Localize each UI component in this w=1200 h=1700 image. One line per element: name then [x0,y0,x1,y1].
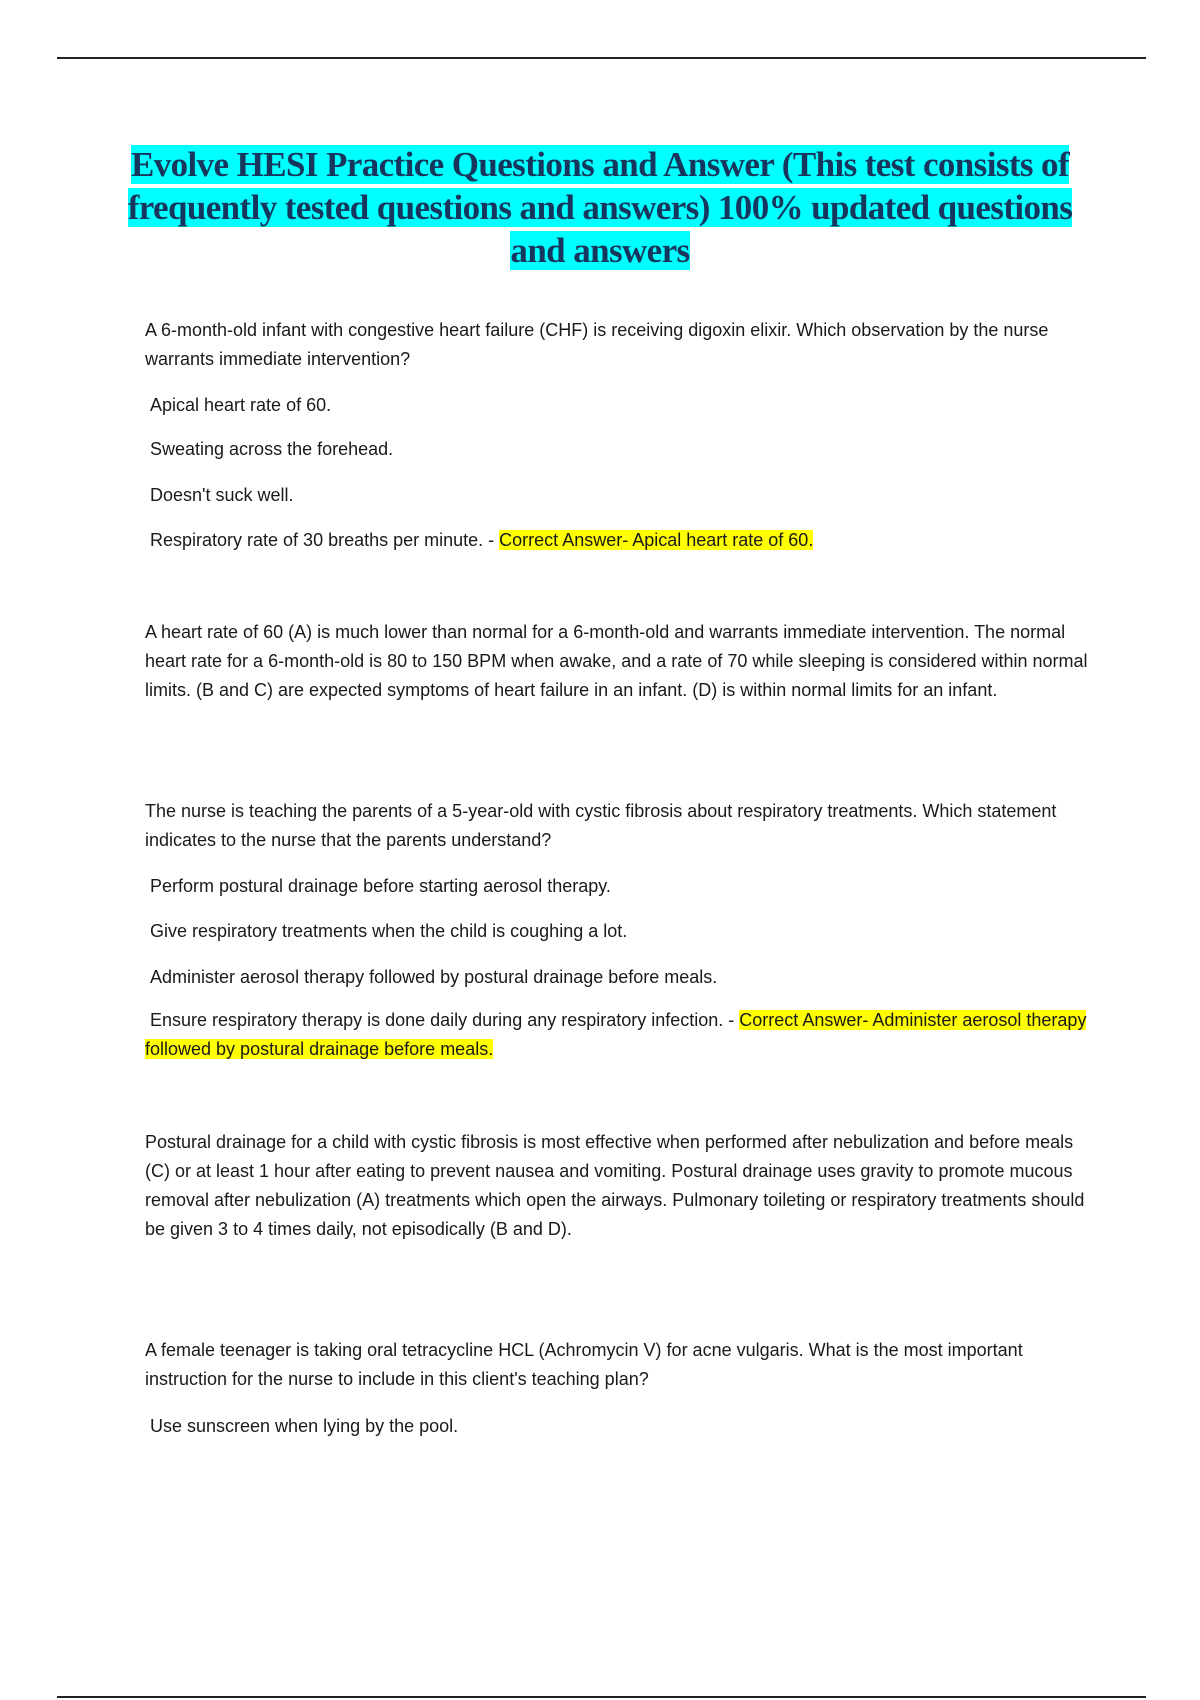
question-3-stem: A female teenager is taking oral tetracycline HCL (Achromycin V) for acne vulgaris. What is the most important instruction for the nurse to include in this client's teaching plan? [145,1340,1023,1389]
question-1-option-d [150,526,1100,555]
question-2-rationale: Postural drainage for a child with cystic fibrosis is most effective when performed after nebulization and before meals (C) or at least 1 hour after eating to prevent nausea and vomiting. Postural drainage uses gravity to promote mucous removal after nebulization (A) treatments which open the airways. Pulmonary toileting or respiratory treatments should be given 3 to 4 times daily, not episodically (B and D). [145,1132,1085,1239]
top-rule [57,57,1146,59]
option-text: Respiratory rate of 30 breaths per minute. - [150,530,500,550]
question-2-option-d [145,1006,1095,1064]
question-2-option-c: Administer aerosol therapy followed by postural drainage before meals. [150,967,718,987]
option-text: Ensure respiratory therapy is done daily during any respiratory infection. - [150,1010,740,1030]
question-2-stem: The nurse is teaching the parents of a 5-year-old with cystic fibrosis about respiratory treatments. Which statement indicates to the nurse that the parents understand? [145,801,1057,850]
bottom-rule [57,1696,1146,1698]
question-3-option-a: Use sunscreen when lying by the pool. [150,1416,459,1436]
correct-answer: Correct Answer- Apical heart rate of 60. [499,530,814,550]
document-title [120,143,1080,272]
question-1-stem: A 6-month-old infant with congestive heart failure (CHF) is receiving digoxin elixir. Which observation by the nurse warrants immediate intervention? [145,320,1049,369]
title-text: Evolve HESI Practice Questions and Answer (This test consists of frequently tested questions and answers) 100% updated questions and answers [127,145,1073,270]
correct-answer: Correct Answer- Administer aerosol therapy followed by postural drainage before meals. [145,1010,1087,1059]
question-1-rationale: A heart rate of 60 (A) is much lower than normal for a 6-month-old and warrants immediate intervention. The normal heart rate for a 6-month-old is 80 to 150 BPM when awake, and a rate of 70 while sleeping is considered within normal limits. (B and C) are expected symptoms of heart failure in an infant. (D) is within normal limits for an infant. [145,622,1088,700]
question-2-option-a: Perform postural drainage before starting aerosol therapy. [150,876,611,896]
question-2-option-b: Give respiratory treatments when the child is coughing a lot. [150,921,628,941]
question-1-option-a: Apical heart rate of 60. [150,395,332,415]
question-1-option-c: Doesn't suck well. [150,485,294,505]
question-1-option-b: Sweating across the forehead. [150,439,394,459]
